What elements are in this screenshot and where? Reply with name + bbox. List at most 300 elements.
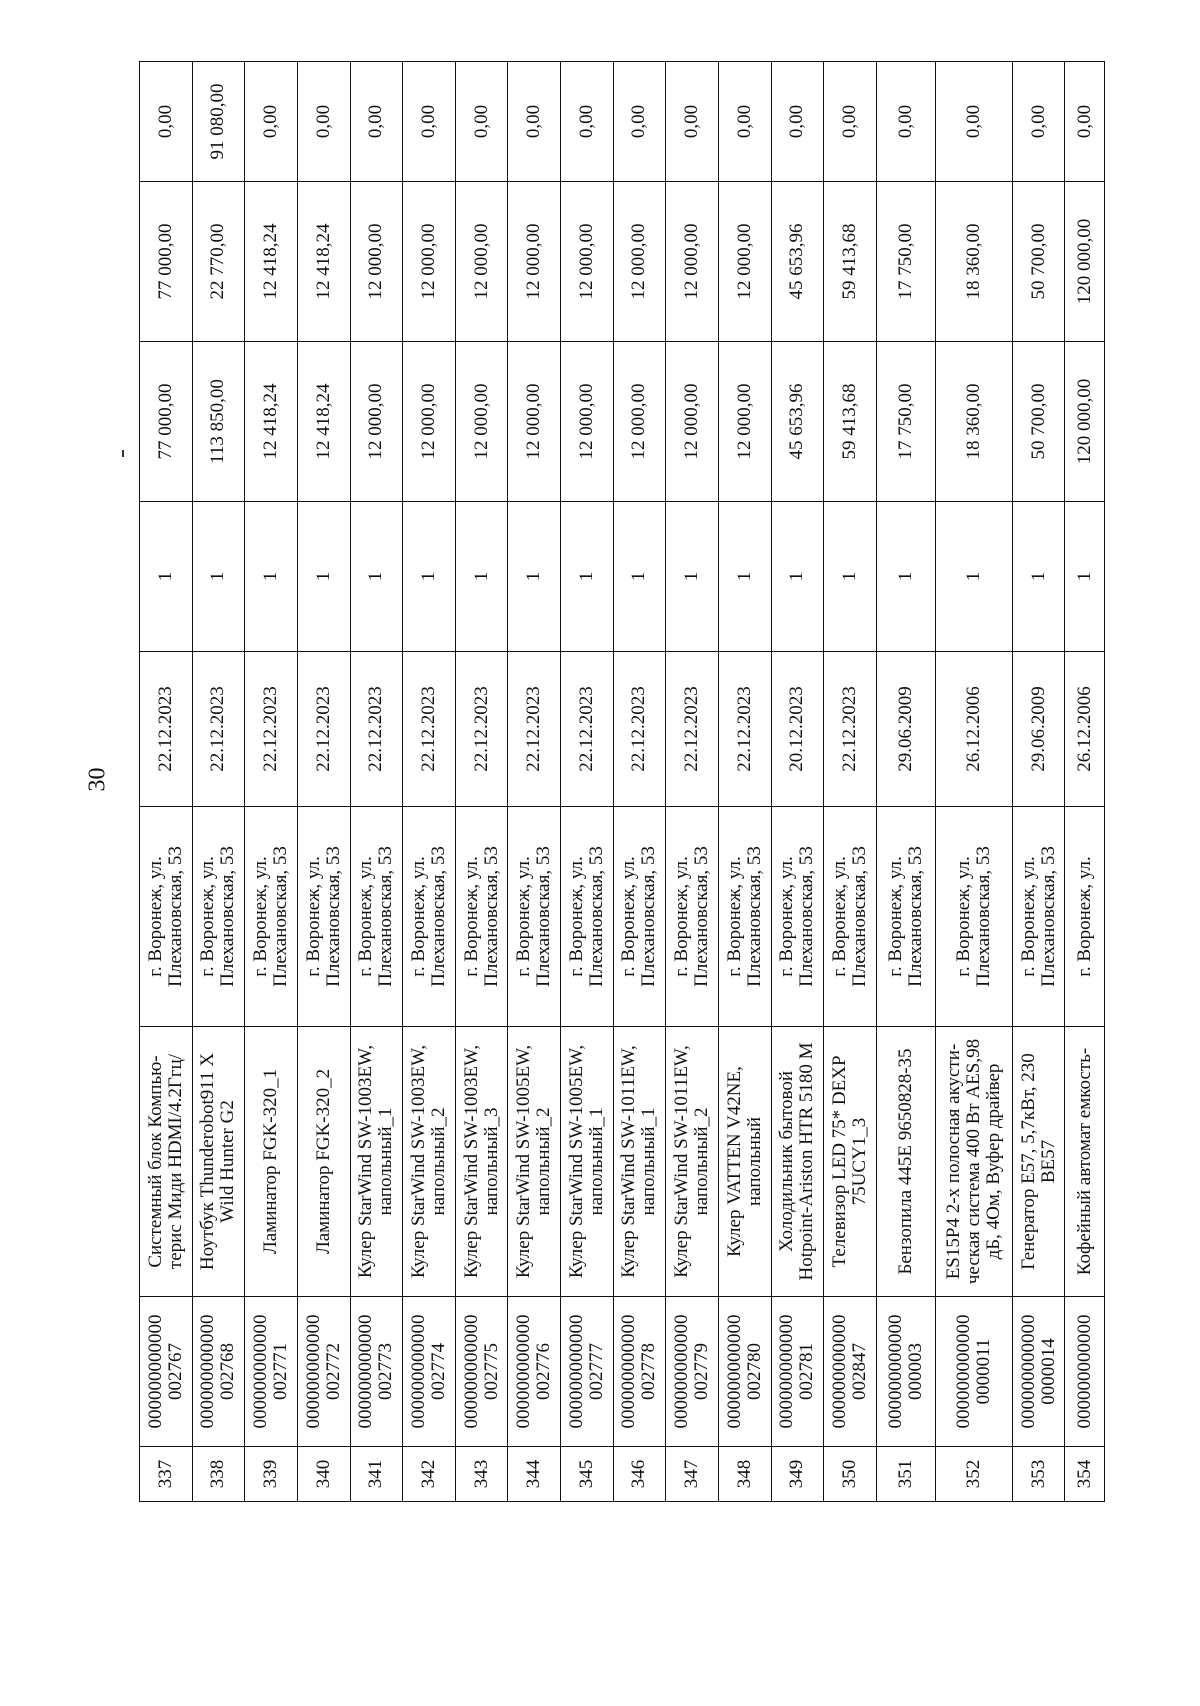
row-number-cell <box>718 1447 771 1502</box>
quantity-cell-text: 1 <box>894 571 916 582</box>
inventory-number-cell-text: 000000000000 <box>952 1314 974 1429</box>
date-cell-text: 26.12.2006 <box>962 686 984 772</box>
residual-value-cell-text: 50 700,00 <box>1027 223 1049 300</box>
amortization-cell-text: 0,00 <box>365 104 387 139</box>
date-cell <box>718 652 771 807</box>
amortization-cell-text: 0,00 <box>1027 104 1049 139</box>
inventory-number-cell-text: 000000000000 <box>460 1314 482 1429</box>
amortization-cell <box>824 62 877 182</box>
table-row <box>297 62 350 1502</box>
asset-name-cell <box>771 1027 824 1297</box>
address-cell-text: Плехановская, 53 <box>1037 846 1059 987</box>
address-cell-text: г. Воронеж, ул. <box>776 856 798 977</box>
amortization-cell-text: 0,00 <box>838 104 860 139</box>
quantity-cell <box>245 502 298 652</box>
row-number-cell <box>455 1447 508 1502</box>
quantity-cell-text: 1 <box>1073 571 1095 582</box>
quantity-cell <box>403 502 456 652</box>
table-row <box>1012 62 1065 1502</box>
date-cell-text: 26.12.2006 <box>1073 686 1095 772</box>
residual-value-cell <box>297 182 350 342</box>
row-number-cell <box>824 1447 877 1502</box>
quantity-cell-text: 1 <box>523 571 545 582</box>
residual-value-cell-text: 120 000,00 <box>1073 218 1095 305</box>
cost-cell-text: 113 850,00 <box>207 379 229 464</box>
row-number-cell-text: 340 <box>312 1459 334 1489</box>
inventory-number-cell-text: 002779 <box>691 1343 713 1400</box>
address-cell-text: Плехановская, 53 <box>480 846 502 987</box>
inventory-number-cell <box>666 1297 719 1447</box>
address-cell-text: Плехановская, 53 <box>796 846 818 987</box>
cost-cell-text: 12 000,00 <box>681 383 703 460</box>
date-cell-text: 22.12.2023 <box>365 686 387 772</box>
asset-name-cell-text: напольный_1 <box>375 1107 397 1216</box>
table-row <box>350 62 403 1502</box>
address-cell <box>455 807 508 1027</box>
residual-value-cell <box>935 182 1012 342</box>
date-cell <box>1012 652 1065 807</box>
cost-cell <box>1012 342 1065 502</box>
row-number-cell-text: 353 <box>1027 1459 1049 1489</box>
date-cell <box>876 652 935 807</box>
inventory-number-cell-text: 0000011 <box>972 1338 994 1405</box>
row-number-cell <box>403 1447 456 1502</box>
inventory-number-cell-text: 0000014 <box>1037 1338 1059 1405</box>
asset-name-cell <box>140 1027 193 1297</box>
cost-cell <box>1065 342 1105 502</box>
asset-name-cell-text: Wild Hunter G2 <box>217 1100 239 1223</box>
address-cell-text: г. Воронеж, ул. <box>828 856 850 977</box>
asset-name-cell <box>192 1027 245 1297</box>
row-number-cell-text: 337 <box>154 1459 176 1489</box>
inventory-number-cell-text: 000000000000 <box>197 1314 219 1429</box>
amortization-cell <box>1012 62 1065 182</box>
cost-cell-text: 17 750,00 <box>894 383 916 460</box>
asset-name-cell <box>508 1027 561 1297</box>
amortization-cell <box>455 62 508 182</box>
residual-value-cell <box>140 182 193 342</box>
cost-cell-text: 77 000,00 <box>154 383 176 460</box>
inventory-number-cell <box>613 1297 666 1447</box>
row-number-cell-text: 350 <box>838 1459 860 1489</box>
residual-value-cell-text: 77 000,00 <box>154 223 176 300</box>
inventory-number-cell-text: 002776 <box>533 1343 555 1400</box>
address-cell-text: г. Воронеж, ул. <box>302 856 324 977</box>
asset-table-body <box>140 62 1105 1502</box>
quantity-cell-text: 1 <box>417 571 439 582</box>
inventory-number-cell-text: 002780 <box>743 1343 765 1400</box>
asset-name-cell-text: Телевизор LED 75* DEXP <box>828 1055 850 1268</box>
quantity-cell <box>876 502 935 652</box>
address-cell-text: г. Воронеж, ул. <box>250 856 272 977</box>
inventory-number-cell-text: 002775 <box>480 1343 502 1400</box>
inventory-number-cell-text: 000000000000 <box>776 1314 798 1429</box>
cost-cell <box>561 342 614 502</box>
address-cell-text: Плехановская, 53 <box>848 846 870 987</box>
inventory-number-cell <box>1065 1297 1105 1447</box>
address-cell-text: Плехановская, 53 <box>270 846 292 987</box>
row-number-cell <box>935 1447 1012 1502</box>
date-cell-text: 22.12.2023 <box>207 686 229 772</box>
quantity-cell <box>666 502 719 652</box>
quantity-cell <box>824 502 877 652</box>
residual-value-cell <box>876 182 935 342</box>
date-cell-text: 22.12.2023 <box>312 686 334 772</box>
quantity-cell-text: 1 <box>312 571 334 582</box>
row-number-cell <box>1065 1447 1105 1502</box>
date-cell-text: 22.12.2023 <box>470 686 492 772</box>
quantity-cell <box>1065 502 1105 652</box>
quantity-cell <box>192 502 245 652</box>
cost-cell-text: 12 418,24 <box>260 383 282 460</box>
quantity-cell-text: 1 <box>962 571 984 582</box>
address-cell <box>718 807 771 1027</box>
asset-name-cell-text: Hotpoint-Ariston HTR 5180 M <box>796 1042 818 1281</box>
inventory-number-cell-text: 000000000000 <box>1017 1314 1039 1429</box>
inventory-number-cell-text: 002773 <box>375 1343 397 1400</box>
inventory-number-cell-text: 000000000000 <box>302 1314 324 1429</box>
cost-cell-text: 12 000,00 <box>523 383 545 460</box>
asset-name-cell <box>824 1027 877 1297</box>
residual-value-cell <box>508 182 561 342</box>
table-row <box>192 62 245 1502</box>
quantity-cell-text: 1 <box>470 571 492 582</box>
cost-cell <box>350 342 403 502</box>
row-number-cell-text: 351 <box>894 1459 916 1489</box>
asset-name-cell-text: ES15P4 2-х полосная акусти- <box>942 1043 964 1280</box>
cost-cell-text: 45 653,96 <box>786 383 808 460</box>
inventory-number-cell-text: 000000000000 <box>884 1314 906 1429</box>
amortization-cell-text: 0,00 <box>628 104 650 139</box>
residual-value-cell-text: 12 000,00 <box>733 223 755 300</box>
date-cell <box>561 652 614 807</box>
inventory-number-cell-text: 000000000000 <box>250 1314 272 1429</box>
inventory-number-cell-text: 000000000000 <box>1073 1314 1095 1429</box>
quantity-cell-text: 1 <box>260 571 282 582</box>
residual-value-cell-text: 45 653,96 <box>786 223 808 300</box>
row-number-cell <box>192 1447 245 1502</box>
asset-name-cell <box>666 1027 719 1297</box>
quantity-cell <box>771 502 824 652</box>
amortization-cell <box>771 62 824 182</box>
address-cell-text: Плехановская, 53 <box>533 846 555 987</box>
inventory-number-cell <box>718 1297 771 1447</box>
cost-cell-text: 12 000,00 <box>733 383 755 460</box>
asset-name-cell-text: Ламинатор FGK-320_1 <box>260 1068 282 1255</box>
cost-cell-text: 12 000,00 <box>575 383 597 460</box>
amortization-cell-text: 0,00 <box>523 104 545 139</box>
table-row <box>561 62 614 1502</box>
cost-cell-text: 120 000,00 <box>1073 378 1095 465</box>
address-cell-text: Плехановская, 53 <box>427 846 449 987</box>
inventory-number-cell-text: 000000000000 <box>828 1314 850 1429</box>
residual-value-cell-text: 59 413,68 <box>838 223 860 300</box>
inventory-number-cell-text: 000000000000 <box>671 1314 693 1429</box>
table-row <box>613 62 666 1502</box>
row-number-cell-text: 344 <box>523 1459 545 1489</box>
amortization-cell <box>718 62 771 182</box>
quantity-cell <box>297 502 350 652</box>
amortization-cell-text: 0,00 <box>260 104 282 139</box>
asset-name-cell-text: напольный_2 <box>533 1107 555 1216</box>
address-cell <box>140 807 193 1027</box>
quantity-cell-text: 1 <box>786 571 808 582</box>
date-cell <box>613 652 666 807</box>
date-cell-text: 22.12.2023 <box>154 686 176 772</box>
asset-name-cell-text: Системный блок Компью- <box>144 1055 166 1268</box>
amortization-cell <box>935 62 1012 182</box>
date-cell <box>297 652 350 807</box>
address-cell <box>824 807 877 1027</box>
amortization-cell-text: 0,00 <box>894 104 916 139</box>
date-cell <box>403 652 456 807</box>
inventory-number-cell-text: 002778 <box>638 1343 660 1400</box>
amortization-cell <box>666 62 719 182</box>
inventory-number-cell-text: 000000000000 <box>618 1314 640 1429</box>
amortization-cell-text: 91 080,00 <box>207 83 229 160</box>
amortization-cell-text: 0,00 <box>786 104 808 139</box>
quantity-cell-text: 1 <box>628 571 650 582</box>
date-cell <box>666 652 719 807</box>
residual-value-cell <box>718 182 771 342</box>
date-cell <box>455 652 508 807</box>
inventory-number-cell-text: 002777 <box>585 1343 607 1400</box>
asset-name-cell-text: Кулер StarWind SW-1011EW, <box>671 1045 693 1278</box>
asset-name-cell-text: напольный_1 <box>638 1107 660 1216</box>
address-cell <box>1012 807 1065 1027</box>
cost-cell-text: 12 000,00 <box>365 383 387 460</box>
asset-name-cell <box>561 1027 614 1297</box>
asset-name-cell-text: ческая система 400 Вт AES,98 <box>962 1038 984 1285</box>
residual-value-cell <box>403 182 456 342</box>
quantity-cell <box>718 502 771 652</box>
address-cell-text: г. Воронеж, ул. <box>1073 856 1095 977</box>
cost-cell <box>297 342 350 502</box>
row-number-cell-text: 339 <box>260 1459 282 1489</box>
inventory-number-cell <box>192 1297 245 1447</box>
table-row <box>876 62 935 1502</box>
residual-value-cell-text: 17 750,00 <box>894 223 916 300</box>
residual-value-cell-text: 12 000,00 <box>681 223 703 300</box>
inventory-number-cell-text: 002767 <box>164 1343 186 1400</box>
cost-cell-text: 12 418,24 <box>312 383 334 460</box>
address-cell <box>297 807 350 1027</box>
amortization-cell-text: 0,00 <box>1073 104 1095 139</box>
quantity-cell-text: 1 <box>575 571 597 582</box>
row-number-cell-text: 352 <box>962 1459 984 1489</box>
row-number-cell <box>297 1447 350 1502</box>
residual-value-cell-text: 22 770,00 <box>207 223 229 300</box>
asset-name-cell <box>718 1027 771 1297</box>
address-cell-text: Плехановская, 53 <box>217 846 239 987</box>
amortization-cell <box>561 62 614 182</box>
inventory-number-cell <box>350 1297 403 1447</box>
cost-cell <box>245 342 298 502</box>
table-row <box>403 62 456 1502</box>
row-number-cell-text: 341 <box>365 1459 387 1489</box>
quantity-cell <box>561 502 614 652</box>
cost-cell <box>508 342 561 502</box>
amortization-cell-text: 0,00 <box>575 104 597 139</box>
residual-value-cell-text: 12 000,00 <box>365 223 387 300</box>
row-number-cell-text: 347 <box>681 1459 703 1489</box>
residual-value-cell-text: 12 000,00 <box>523 223 545 300</box>
address-cell-text: Плехановская, 53 <box>638 846 660 987</box>
amortization-cell <box>403 62 456 182</box>
asset-name-cell-text: BE57 <box>1037 1139 1059 1184</box>
amortization-cell <box>192 62 245 182</box>
asset-name-cell-text: Кулер StarWind SW-1005EW, <box>565 1044 587 1279</box>
address-cell-text: г. Воронеж, ул. <box>513 856 535 977</box>
amortization-cell-text: 0,00 <box>681 104 703 139</box>
row-number-cell <box>508 1447 561 1502</box>
asset-name-cell-text: Холодильник бытовой <box>776 1071 798 1253</box>
table-row <box>824 62 877 1502</box>
address-cell <box>350 807 403 1027</box>
date-cell <box>824 652 877 807</box>
quantity-cell <box>350 502 403 652</box>
cost-cell <box>666 342 719 502</box>
asset-name-cell <box>455 1027 508 1297</box>
amortization-cell <box>876 62 935 182</box>
quantity-cell-text: 1 <box>1027 571 1049 582</box>
asset-table <box>139 61 1105 1502</box>
inventory-number-cell <box>561 1297 614 1447</box>
quantity-cell-text: 1 <box>838 571 860 582</box>
date-cell-text: 29.06.2009 <box>894 686 916 772</box>
quantity-cell-text: 1 <box>733 571 755 582</box>
asset-name-cell-text: 75UCY1_3 <box>848 1117 870 1206</box>
table-row <box>140 62 193 1502</box>
asset-name-cell-text: дБ, 4Ом, Вуфер драйвер <box>982 1063 1004 1260</box>
inventory-number-cell <box>297 1297 350 1447</box>
amortization-cell <box>350 62 403 182</box>
inventory-number-cell-text: 002847 <box>848 1343 870 1400</box>
asset-name-cell-text: терис Миди HDMI/4.2Ггц/ <box>164 1053 186 1270</box>
cost-cell <box>192 342 245 502</box>
row-number-cell-text: 346 <box>628 1459 650 1489</box>
address-cell <box>192 807 245 1027</box>
cost-cell-text: 50 700,00 <box>1027 383 1049 460</box>
residual-value-cell <box>1012 182 1065 342</box>
amortization-cell-text: 0,00 <box>417 104 439 139</box>
row-number-cell <box>771 1447 824 1502</box>
asset-name-cell-text: Кофейный автомат емкость- <box>1073 1047 1095 1276</box>
address-cell-text: Плехановская, 53 <box>164 846 186 987</box>
address-cell-text: Плехановская, 53 <box>691 846 713 987</box>
amortization-cell-text: 0,00 <box>962 104 984 139</box>
date-cell <box>935 652 1012 807</box>
cost-cell <box>771 342 824 502</box>
asset-name-cell <box>1065 1027 1105 1297</box>
date-cell <box>192 652 245 807</box>
cost-cell <box>935 342 1012 502</box>
cost-cell <box>876 342 935 502</box>
residual-value-cell <box>350 182 403 342</box>
amortization-cell <box>245 62 298 182</box>
inventory-number-cell <box>245 1297 298 1447</box>
asset-name-cell-text: напольный_2 <box>427 1107 449 1216</box>
address-cell-text: Плехановская, 53 <box>585 846 607 987</box>
residual-value-cell-text: 12 418,24 <box>260 223 282 300</box>
asset-name-cell <box>1012 1027 1065 1297</box>
amortization-cell-text: 0,00 <box>312 104 334 139</box>
quantity-cell <box>140 502 193 652</box>
date-cell-text: 22.12.2023 <box>733 686 755 772</box>
date-cell-text: 22.12.2023 <box>628 686 650 772</box>
stray-mark <box>122 450 124 457</box>
asset-name-cell-text: Кулер StarWind SW-1011EW, <box>618 1045 640 1278</box>
asset-name-cell-text: напольный_2 <box>691 1107 713 1216</box>
cost-cell-text: 18 360,00 <box>962 383 984 460</box>
address-cell <box>508 807 561 1027</box>
asset-name-cell-text: Ламинатор FGK-320_2 <box>312 1068 334 1255</box>
cost-cell <box>403 342 456 502</box>
inventory-number-cell <box>1012 1297 1065 1447</box>
asset-name-cell-text: Кулер StarWind SW-1003EW, <box>355 1044 377 1279</box>
address-cell <box>666 807 719 1027</box>
rotated-table-wrapper <box>139 62 1105 1502</box>
address-cell <box>935 807 1012 1027</box>
row-number-cell-text: 354 <box>1073 1459 1095 1489</box>
residual-value-cell <box>561 182 614 342</box>
address-cell-text: г. Воронеж, ул. <box>355 856 377 977</box>
address-cell <box>876 807 935 1027</box>
inventory-number-cell-text: 000003 <box>904 1343 926 1400</box>
amortization-cell <box>508 62 561 182</box>
asset-name-cell-text: Кулер StarWind SW-1003EW, <box>407 1044 429 1279</box>
date-cell <box>245 652 298 807</box>
residual-value-cell-text: 12 418,24 <box>312 223 334 300</box>
date-cell-text: 22.12.2023 <box>260 686 282 772</box>
row-number-cell-text: 348 <box>733 1459 755 1489</box>
address-cell-text: г. Воронеж, ул. <box>671 856 693 977</box>
amortization-cell <box>140 62 193 182</box>
date-cell <box>140 652 193 807</box>
date-cell-text: 22.12.2023 <box>417 686 439 772</box>
quantity-cell-text: 1 <box>681 571 703 582</box>
cost-cell <box>613 342 666 502</box>
quantity-cell <box>508 502 561 652</box>
table-row <box>245 62 298 1502</box>
table-row <box>718 62 771 1502</box>
asset-name-cell-text: Кулер StarWind SW-1005EW, <box>513 1044 535 1279</box>
row-number-cell-text: 338 <box>207 1459 229 1489</box>
row-number-cell-text: 345 <box>575 1459 597 1489</box>
asset-name-cell-text: Ноутбук Thunderobot911 X <box>197 1052 219 1271</box>
inventory-number-cell <box>140 1297 193 1447</box>
address-cell-text: г. Воронеж, ул. <box>952 856 974 977</box>
inventory-number-cell <box>935 1297 1012 1447</box>
date-cell-text: 22.12.2023 <box>575 686 597 772</box>
address-cell-text: г. Воронеж, ул. <box>144 856 166 977</box>
table-row <box>935 62 1012 1502</box>
quantity-cell <box>935 502 1012 652</box>
table-row <box>455 62 508 1502</box>
date-cell-text: 29.06.2009 <box>1027 686 1049 772</box>
residual-value-cell-text: 12 000,00 <box>417 223 439 300</box>
inventory-number-cell-text: 002774 <box>427 1343 449 1400</box>
row-number-cell <box>350 1447 403 1502</box>
date-cell <box>508 652 561 807</box>
cost-cell <box>824 342 877 502</box>
residual-value-cell-text: 12 000,00 <box>575 223 597 300</box>
quantity-cell-text: 1 <box>365 571 387 582</box>
cost-cell-text: 12 000,00 <box>470 383 492 460</box>
residual-value-cell <box>613 182 666 342</box>
address-cell-text: Плехановская, 53 <box>322 846 344 987</box>
amortization-cell <box>1065 62 1105 182</box>
